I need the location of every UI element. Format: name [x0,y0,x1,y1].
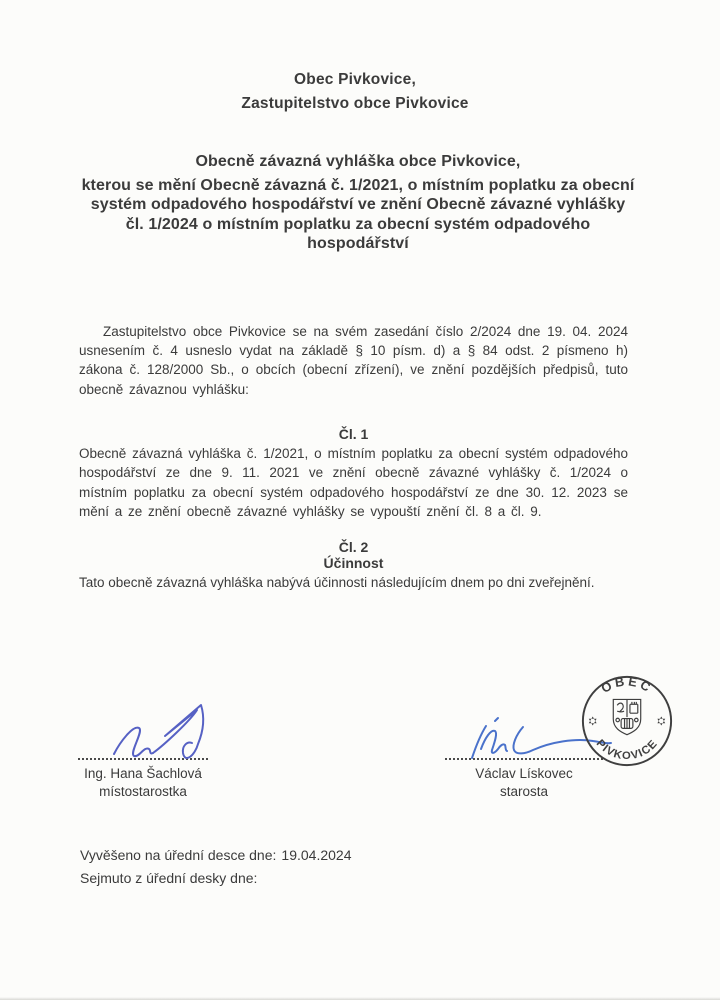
article-2-subheading: Účinnost [323,555,384,571]
signature-left-strokes [114,705,203,758]
seal-coat-of-arms [613,699,640,734]
signer-name-right: Václav Lískovec [475,766,573,781]
seal-top-text: OBEC [598,673,656,696]
seal-graphic [578,672,676,770]
seal-bottom-text: PIVKOVICE [593,737,661,763]
signature-left-ink [106,696,206,766]
removed-line [80,870,351,887]
signer-role-left: místostarostka [99,784,187,799]
issuer-line-2: Zastupitelstvo obce Pivkovice [241,95,469,112]
preamble-paragraph: Zastupitelstvo obce Pivkovice se na svém zasedání číslo 2/2024 dne 19. 04. 2024 usnesením č. 4 usneslo vydat na základě § 10 písm. d) a § 84 odst. 2 písmeno h) zákona č. 128/2000 Sb., o obcích (obecní zřízení), ve znění pozdějších předpisů, tuto obecně závaznou vyhlášku: [79,323,628,397]
posted-date-value: 19.04.2024 [281,847,352,863]
ordinance-title-first-line: Obecně závazná vyhláška obce Pivkovice, [195,153,521,170]
handwritten-signature-left [78,698,208,758]
article-1-heading: Čl. 1 [338,426,369,442]
posted-line [80,847,351,864]
posted-label: Vyvěšeno na úřední desce dne: [80,847,277,863]
article-1-body: Obecně závazná vyhláška č. 1/2021, o místním poplatku za obecní systém odpadového hospodářství ze dne 9. 11. 2021 ve znění obecně závazné vyhlášky č. 1/2024 o místním poplatku za obecní systém odpadového hospodářství ze dne 30. 12. 2023 se mění a ze znění obecně závazné vyhlášky se vypouští znění čl. 8 a čl. 9. [79,446,628,520]
article-2-heading: Čl. 2 [338,539,369,555]
posting-dates [80,847,351,893]
document-header [0,68,710,116]
municipal-seal-stamp [578,672,676,770]
signer-role-right: starosta [499,784,549,799]
article-1 [79,426,628,522]
ordinance-title-rest: kterou se mění Obecně závazná č. 1/2021, o místním poplatku za obecní systém odpadového hospodářství ve znění Obecně závazné vyhlášky čl. 1/2024 o místním poplatku za obecní systém odpadového hospodářství [81,176,635,252]
signer-name-left: Ing. Hana Šachlová [84,766,202,781]
article-2-body: Tato obecně závazná vyhláška nabývá účinnosti následujícím dnem po dni zveřejnění. [79,575,595,590]
removed-label: Sejmuto z úřední desky dne: [80,870,258,886]
seal-star-right [657,716,665,725]
issuer-line-1: Obec Pivkovice, [294,71,416,88]
seal-star-left [589,716,597,725]
article-2 [79,539,628,592]
signature-block-vice-mayor [78,698,208,801]
ordinance-title [80,152,636,254]
